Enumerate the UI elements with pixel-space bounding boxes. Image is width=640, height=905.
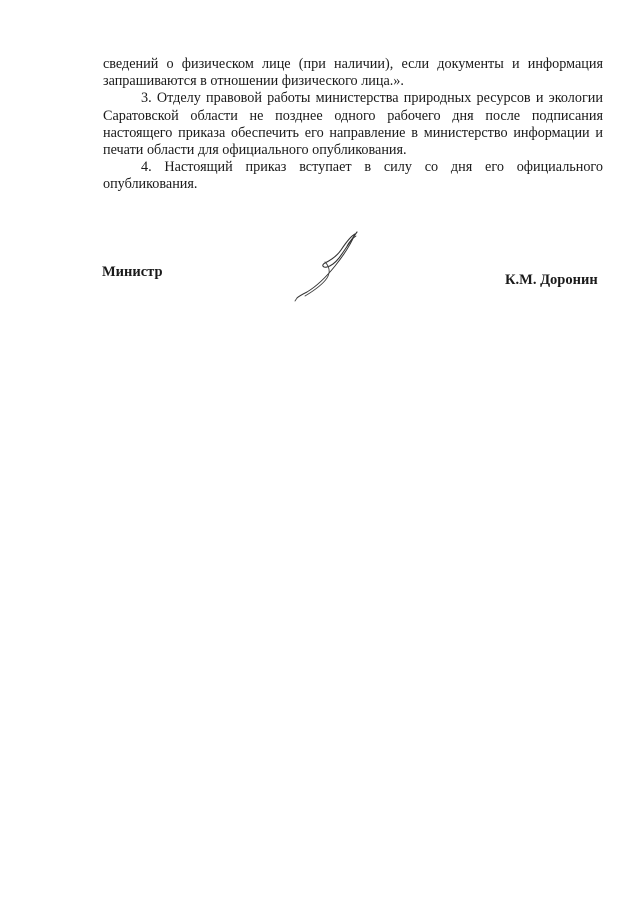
signatory-title: Министр xyxy=(102,264,163,280)
paragraph-continuation: сведений о физическом лице (при наличии), если документы и информация запрашиваются в отношении физического лица.». xyxy=(103,56,603,90)
signatory-name: К.М. Доронин xyxy=(505,272,598,288)
paragraph-3: 3. Отделу правовой работы министерства природных ресурсов и экологии Саратовской области не позднее одного рабочего дня после подписания настоящего приказа обеспечить его направление в министерство информации и печати области для официального опубликования. xyxy=(103,90,603,159)
document-body xyxy=(103,56,603,194)
handwritten-signature xyxy=(285,226,370,306)
paragraph-4: 4. Настоящий приказ вступает в силу со дня его официального опубликования. xyxy=(103,159,603,193)
